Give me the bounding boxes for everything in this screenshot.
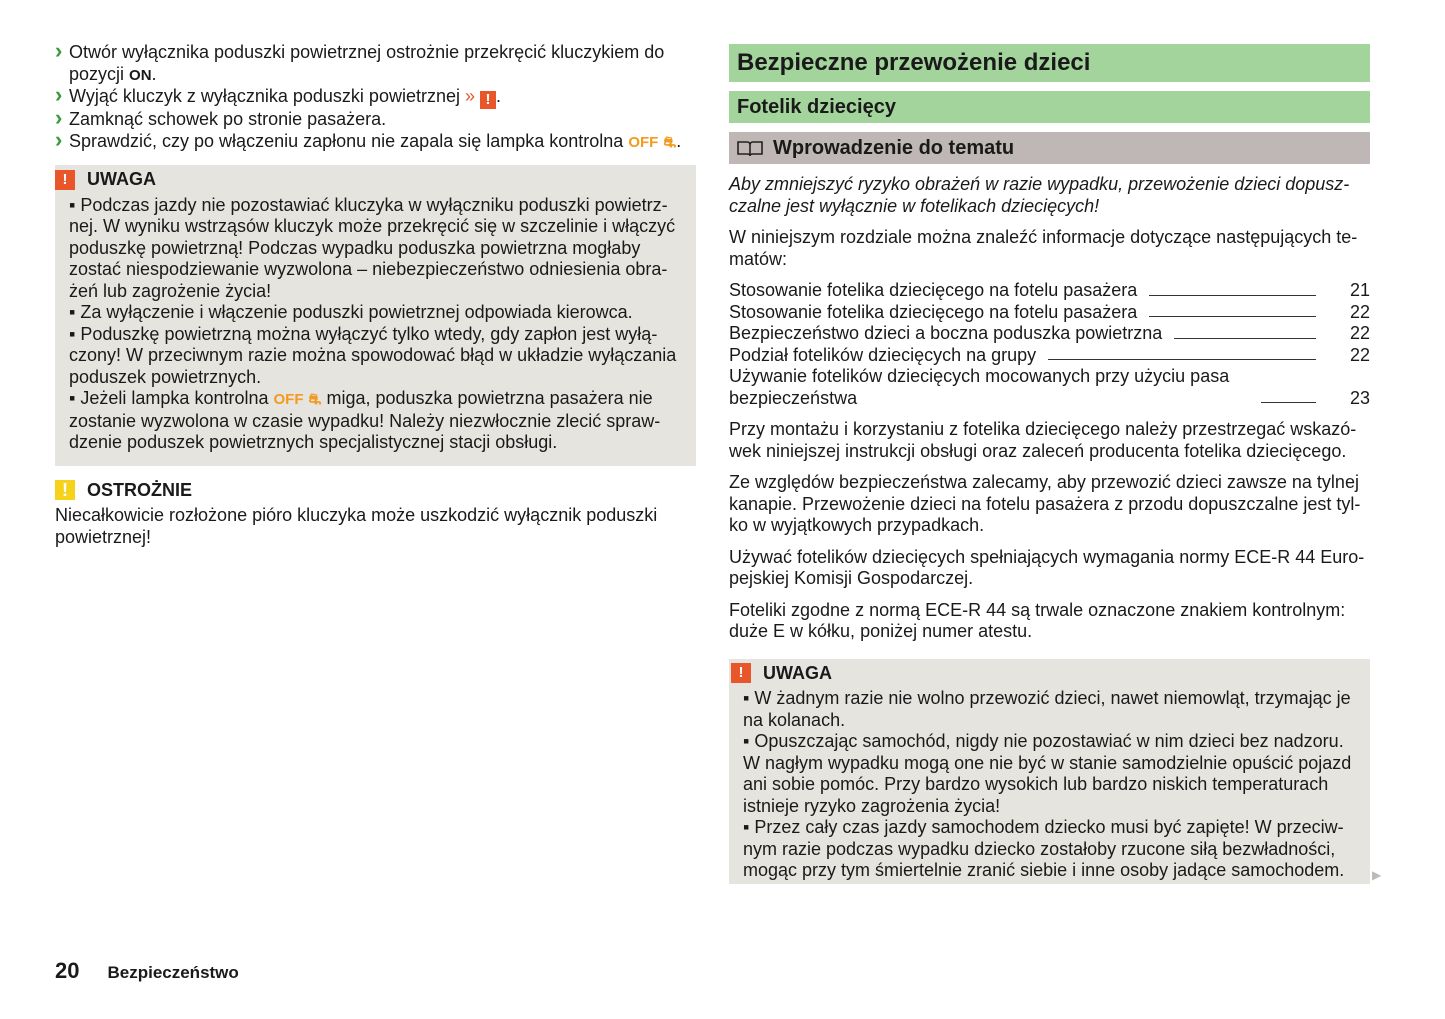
paragraph: Przy montażu i korzystaniu z fotelika dziecięcego należy przestrzegać wskazówek niniejszej instrukcji obsługi oraz zaleceń producenta fotelika dziecięcego. — [729, 419, 1357, 461]
caution-box — [55, 480, 696, 549]
warning-box — [729, 659, 1370, 884]
punct: . — [676, 130, 682, 151]
caution-title: OSTROŻNIE — [87, 479, 193, 500]
warning-item: ▪ Za wyłączenie i włączenie poduszki powietrznej odpowiada kierowca. — [69, 302, 633, 322]
warning-text: miga, poduszka powietrzna pasażera nie zostanie wyzwolona w czasie wypadku! Należy niezwłocznie zlecić sprawdzenie poduszek powietrznych specjalistycznej stacji obsługi. — [69, 388, 661, 452]
warning-text: Jeżeli lampka kontrolna — [80, 388, 274, 408]
toc-label[interactable]: Podział fotelików dziecięcych na grupy — [729, 344, 1037, 365]
toc-page[interactable]: 22 — [1349, 323, 1370, 343]
warning-text: Za wyłączenie i włączenie poduszki powietrznej odpowiada kierowca. — [80, 302, 633, 322]
warning-icon: ! — [731, 663, 751, 683]
continue-arrow-icon: ▶ — [1372, 868, 1382, 882]
left-column — [55, 42, 696, 548]
warning-text: Przez cały czas jazdy samochodem dziecko musi być zapięte! W przeciwnym razie podczas wypadku dziecko zostałoby rzucone siłą bezwładności, mogąc przy tym śmiertelnie zranić siebie i inne osoby jadące samochodem. — [743, 817, 1345, 880]
warning-item: ▪ W żadnym razie nie wolno przewozić dzieci, nawet niemowląt, trzymając je na kolanach. — [743, 688, 1351, 730]
intro-text: Aby zmniejszyć ryzyko obrażeń w razie wypadku, przewożenie dzieci dopuszczalne jest wyłącznie w fotelikach dziecięcych! — [729, 174, 1350, 216]
warning-item: ▪ Poduszkę powietrzną można wyłączyć tylko wtedy, gdy zapłon jest wyłączony! W przeciwnym razie można spowodować błąd w układzie wyłączania poduszek powietrznych. — [69, 323, 677, 387]
toc-item[interactable] — [729, 302, 1370, 324]
step-text: Wyjąć kluczyk z wyłącznika poduszki powietrznej — [69, 86, 465, 106]
warning-box — [55, 165, 696, 466]
toc-item[interactable] — [729, 323, 1370, 345]
warning-title: UWAGA — [763, 662, 832, 683]
warning-icon: ! — [55, 170, 75, 190]
punct: . — [151, 63, 157, 84]
warning-item: ▪ Podczas jazdy nie pozostawiać kluczyka w wyłączniku poduszki powietrznej. W wyniku wstrząsów kluczyk może przekręcić się w szczelinie i włączyć poduszkę powietrzną! Podczas wypadku poduszka powietrzna mogłaby zostać niespodziewanie wyzwolona – niebezpieczeństwo odniesienia obrażeń lub zagrożenie życia! — [69, 194, 676, 301]
toc-label[interactable]: Bezpieczeństwo dzieci a boczna poduszka powietrzna — [729, 323, 1163, 343]
table-of-contents — [729, 280, 1370, 409]
reference-link[interactable]: » — [464, 86, 475, 106]
airbag-off-symbol: OFF — [628, 133, 659, 151]
page-footer — [55, 960, 239, 984]
chapter-heading: Bezpieczne przewożenie dzieci — [729, 44, 1370, 82]
punct: . — [496, 86, 502, 106]
step-text: Zamknąć schowek po stronie pasażera. — [69, 109, 387, 129]
step-text: Sprawdzić, czy po włączeniu zapłonu nie zapala się lampka kontrolna — [69, 130, 629, 151]
right-column — [729, 42, 1370, 884]
on-symbol: ON — [129, 66, 152, 84]
airbag-icon: ⛐ — [663, 133, 677, 151]
toc-page[interactable]: 22 — [1349, 344, 1370, 365]
footer-section: Bezpieczeństwo — [107, 963, 239, 982]
warning-text: W żadnym razie nie wolno przewozić dzieci, nawet niemowląt, trzymając je na kolanach. — [743, 688, 1351, 730]
warning-icon: ! — [480, 91, 496, 109]
toc-item[interactable] — [729, 345, 1370, 367]
step-text: Otwór wyłącznika poduszki powietrznej ostrożnie przekręcić kluczykiem do pozycji — [69, 42, 665, 84]
toc-intro: W niniejszym rozdziale można znaleźć informacje dotyczące następujących tematów: — [729, 227, 1358, 269]
step-item — [55, 131, 696, 154]
toc-label[interactable]: Używanie fotelików dziecięcych mocowanych przy użyciu pasa bezpieczeństwa — [729, 366, 1230, 408]
warning-item: ▪ Jeżeli lampka kontrolna OFF ⛐ miga, poduszka powietrzna pasażera nie zostanie wyzwolona w czasie wypadku! Należy niezwłocznie zlecić sprawdzenie poduszek powietrznych specjalistycznej stacji obsługi. — [69, 388, 661, 452]
toc-page[interactable]: 21 — [1349, 280, 1370, 300]
step-item — [55, 42, 696, 86]
warning-title: UWAGA — [87, 169, 156, 189]
page-number: 20 — [55, 958, 80, 983]
toc-item[interactable] — [729, 366, 1370, 409]
step-item — [55, 109, 696, 131]
warning-text: Poduszkę powietrzną można wyłączyć tylko wtedy, gdy zapłon jest wyłączony! W przeciwnym razie można spowodować błąd w układzie wyłączania poduszek powietrznych. — [69, 323, 677, 387]
section-heading: Fotelik dziecięcy — [729, 91, 1370, 123]
warning-item: ▪ Opuszczając samochód, nigdy nie pozostawiać w nim dzieci bez nadzoru. W nagłym wypadku mogą one nie być w stanie samodzielnie opuścić pojazd ani sobie pomóc. Przy bardzo wysokich lub bardzo niskich temperaturach istnieje ryzyko zagrożenia życia! — [743, 731, 1352, 816]
warning-text: Opuszczając samochód, nigdy nie pozostawiać w nim dzieci bez nadzoru. W nagłym wypadku mogą one nie być w stanie samodzielnie opuścić pojazd ani sobie pomóc. Przy bardzo wysokich lub bardzo niskich temperaturach istnieje ryzyko zagrożenia życia! — [743, 731, 1352, 816]
toc-label[interactable]: Stosowanie fotelika dziecięcego na fotelu pasażera — [729, 301, 1138, 322]
book-icon — [737, 139, 763, 157]
toc-page[interactable]: 23 — [1349, 387, 1370, 408]
paragraph: Foteliki zgodne z normą ECE-R 44 są trwale oznaczone znakiem kontrolnym: duże E w kółku, poniżej numer atestu. — [729, 599, 1346, 641]
airbag-icon: ⛐ — [308, 391, 322, 408]
subsection-title: Wprowadzenie do tematu — [773, 137, 1015, 159]
warning-text: Podczas jazdy nie pozostawiać kluczyka w wyłączniku poduszki powietrznej. W wyniku wstrząsów kluczyk może przekręcić się w szczelinie i włączyć poduszkę powietrzną! Podczas wypadku poduszka powietrzna mogłaby zostać niespodziewanie wyzwolona – niebezpieczeństwo odniesienia obrażeń lub zagrożenie życia! — [69, 194, 676, 301]
toc-item[interactable] — [729, 280, 1370, 302]
paragraph: Używać fotelików dziecięcych spełniających wymagania normy ECE-R 44 Europejskiej Komisji Gospodarczej. — [729, 546, 1365, 588]
toc-page[interactable]: 22 — [1349, 301, 1370, 322]
toc-label[interactable]: Stosowanie fotelika dziecięcego na fotelu pasażera — [729, 280, 1138, 300]
subsection-heading — [729, 132, 1370, 164]
step-item — [55, 86, 696, 109]
warning-item: ▪ Przez cały czas jazdy samochodem dziecko musi być zapięte! W przeciwnym razie podczas wypadku dziecko zostałoby rzucone siłą bezwładności, mogąc przy tym śmiertelnie zranić siebie i inne osoby jadące samochodem. — [743, 817, 1345, 880]
airbag-off-symbol: OFF — [273, 391, 304, 408]
paragraph: Ze względów bezpieczeństwa zalecamy, aby przewozić dzieci zawsze na tylnej kanapie. Przewożenie dzieci na fotelu pasażera z przodu dopuszczalne jest tylko w wyjątkowych przypadkach. — [729, 472, 1361, 535]
caution-icon: ! — [55, 480, 75, 500]
caution-text: Niecałkowicie rozłożone pióro kluczyka może uszkodzić wyłącznik poduszki powietrznej! — [55, 505, 658, 547]
